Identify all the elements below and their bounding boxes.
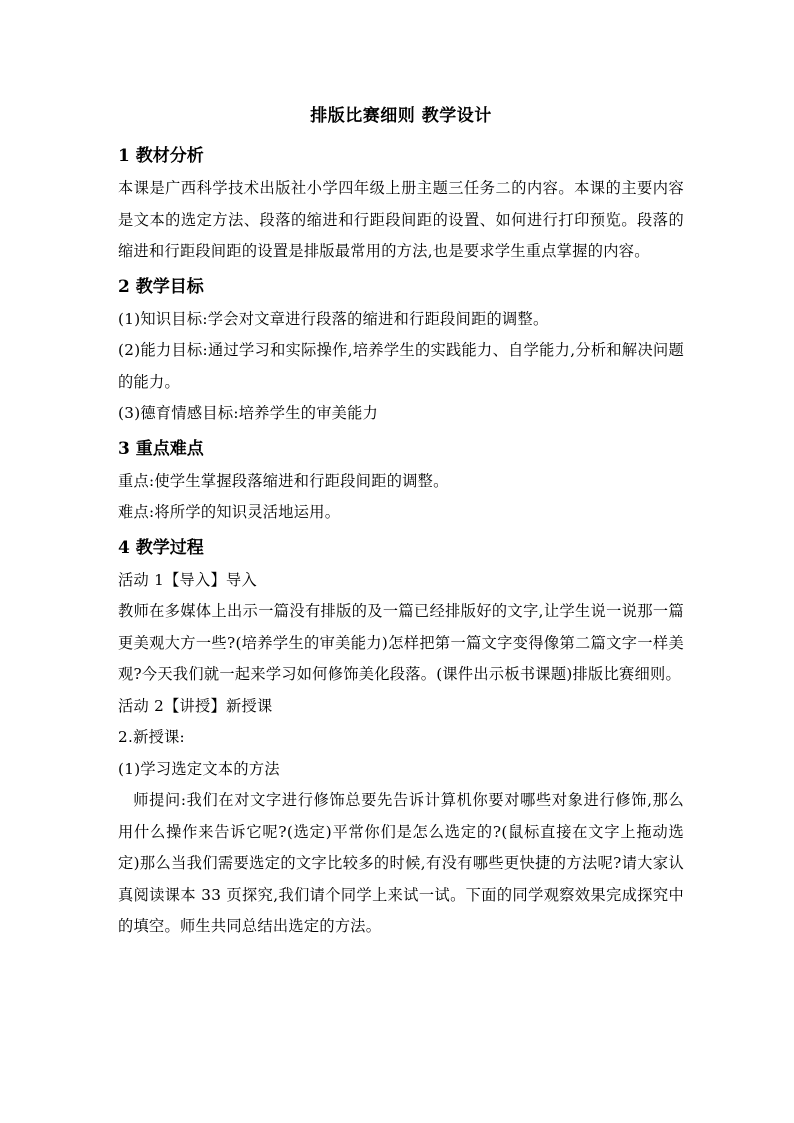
activity-heading: 活动 1【导入】导入: [118, 570, 257, 589]
paragraph: 重点:使学生掌握段落缩进和行距段间距的调整。: [118, 471, 449, 490]
paragraph: (3)德育情感目标:培养学生的审美能力: [118, 404, 379, 422]
document-content: [118, 101, 684, 943]
paragraph: (1)知识目标:学会对文章进行段落的缩进和行距段间距的调整。: [118, 309, 549, 328]
section-heading-teaching-goals: 2 教学目标: [118, 276, 204, 297]
document-title: 排版比赛细则 教学设计: [310, 106, 492, 126]
section-heading-textbook-analysis: 1 教材分析: [118, 146, 204, 166]
paragraph: 教师在多媒体上出示一篇没有排版的及一篇已经排版好的文字,让学生说一说那一篇更美观大方一些?(培养学生的审美能力)怎样把第一篇文字变得像第二篇文字一样美观?今天我们就一起来学习如何修饰美化段落。(课件出示板书课题)排版比赛细则。: [118, 602, 684, 683]
paragraph: (1)学习选定文本的方法: [118, 759, 280, 778]
section-heading-key-points: 3 重点难点: [118, 438, 204, 459]
paragraph: (2)能力目标:通过学习和实际操作,培养学生的实践能力、自学能力,分析和解决问题的能力。: [118, 341, 684, 391]
activity-heading: 活动 2【讲授】新授课: [118, 696, 273, 715]
paragraph: 难点:将所学的知识灵活地运用。: [118, 503, 341, 521]
section-heading-teaching-process: 4 教学过程: [118, 537, 204, 558]
paragraph: 2.新授课:: [118, 728, 185, 746]
paragraph: 本课是广西科学技术出版社小学四年级上册主题三任务二的内容。本课的主要内容是文本的选定方法、段落的缩进和行距段间距的设置、如何进行打印预览。段落的缩进和行距段间距的设置是排版最常用的方法,也是要求学生重点掌握的内容。: [118, 179, 684, 260]
paragraph: 师提问:我们在对文字进行修饰总要先告诉计算机你要对哪些对象进行修饰,那么用什么操作来告诉它呢?(选定)平常你们是怎么选定的?(鼠标直接在文字上拖动选定)那么当我们需要选定的文字比较多的时候,有没有哪些更快捷的方法呢?请大家认真阅读课本 33 页探究,我们请个同学上来试一试。下面的同学观察效果完成探究中的填空。师生共同总结出选定的方法。: [118, 791, 684, 935]
